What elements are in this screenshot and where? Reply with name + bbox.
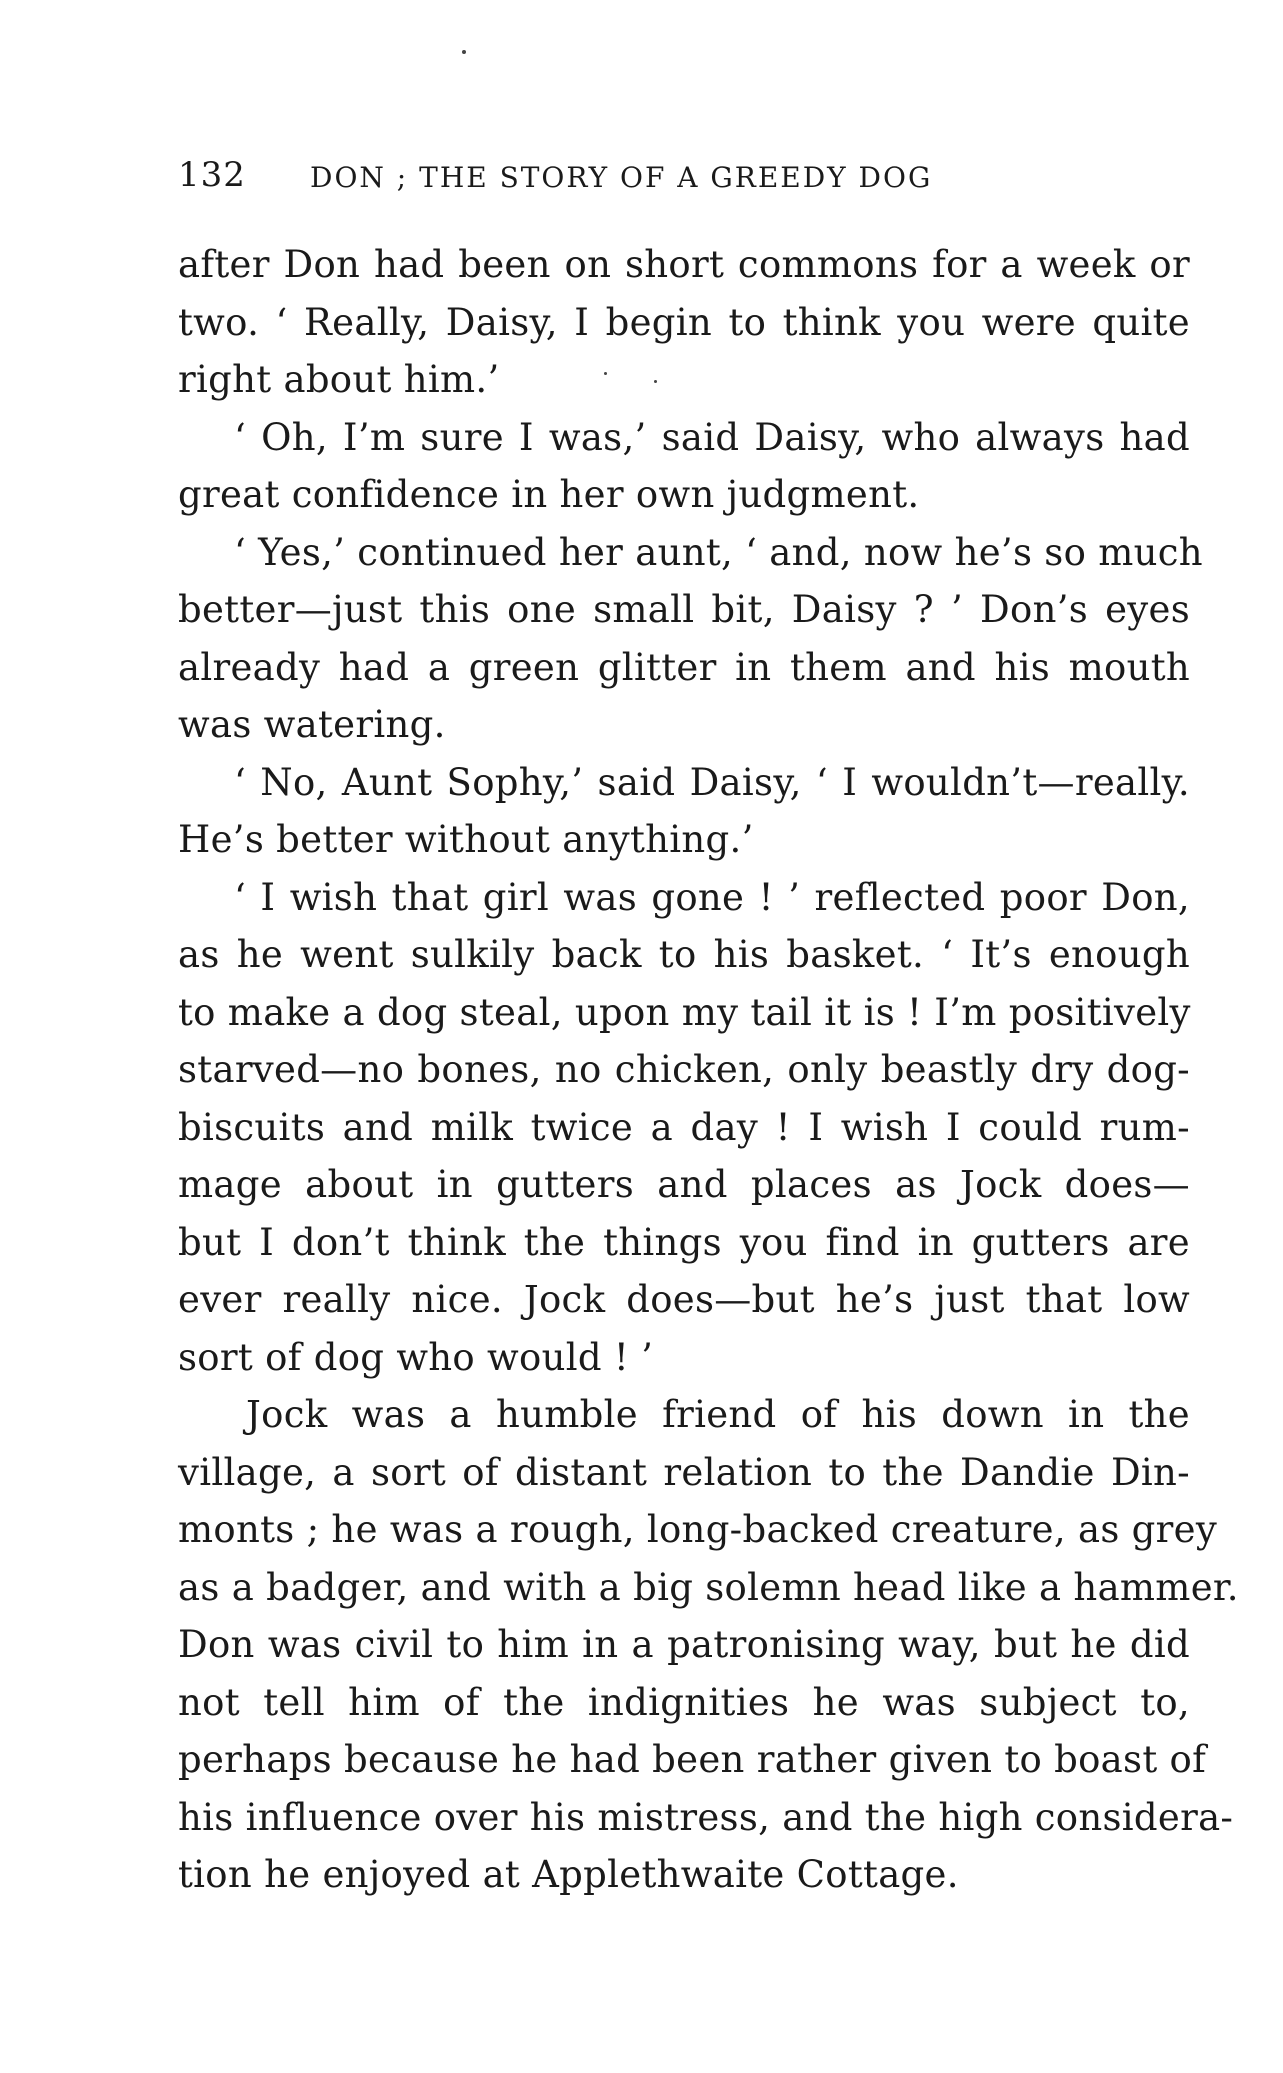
text-line: sort of dog who would ! ’ (178, 1335, 654, 1379)
text-line: monts ; he was a rough, long-backed creature, as grey (178, 1508, 1218, 1551)
text-line: Don was civil to him in a patronising way, but he did (178, 1623, 1190, 1666)
text-line: as a badger, and with a big solemn head like a hammer. (178, 1565, 1239, 1609)
text-line: village, a sort of distant relation to the Dandie Din- (178, 1450, 1190, 1494)
text-line: He’s better without anything.’ (178, 818, 754, 861)
print-speck (462, 50, 466, 54)
text-line: to make a dog steal, upon my tail it is ! I’m positively (178, 990, 1191, 1034)
text-line: ‘ Oh, I’m sure I was,’ said Daisy, who always had (234, 415, 1190, 459)
text-line: biscuits and milk twice a day ! I wish I could rum- (178, 1105, 1190, 1149)
text-line: Jock was a humble friend of his down in the (246, 1393, 1190, 1436)
text-line: ever really nice. Jock does—but he’s just that low (178, 1278, 1190, 1321)
page-number: 132 (178, 155, 246, 195)
text-line: after Don had been on short commons for a week or (178, 243, 1190, 286)
print-speck (654, 380, 657, 383)
text-line: was watering. (178, 703, 446, 746)
print-speck (604, 372, 607, 375)
text-line: ‘ No, Aunt Sophy,’ said Daisy, ‘ I wouldn’t—really. (234, 760, 1190, 804)
text-line: better—just this one small bit, Daisy ? ’ Don’s eyes (178, 588, 1190, 631)
running-head: DON ; THE STORY OF A GREEDY DOG (310, 161, 933, 194)
text-line: as he went sulkily back to his basket. ‘ It’s enough (178, 933, 1190, 976)
text-line: right about him.’ (178, 358, 500, 401)
text-line: tion he enjoyed at Applethwaite Cottage. (178, 1853, 959, 1896)
text-line: ‘ Yes,’ continued her aunt, ‘ and, now he’s so much (234, 530, 1203, 574)
body-text (178, 236, 1239, 1904)
text-line: but I don’t think the things you find in gutters are (178, 1220, 1190, 1264)
text-line: two. ‘ Really, Daisy, I begin to think you were quite (178, 300, 1190, 344)
text-line: ‘ I wish that girl was gone ! ’ reflected poor Don, (234, 875, 1190, 919)
text-line: perhaps because he had been rather given to boast of (178, 1738, 1207, 1781)
text-line: mage about in gutters and places as Jock does— (178, 1163, 1190, 1206)
text-line: not tell him of the indignities he was subject to, (178, 1680, 1190, 1724)
text-line: already had a green glitter in them and his mouth (178, 645, 1190, 689)
text-line: his influence over his mistress, and the high considera- (178, 1795, 1234, 1839)
page-header (178, 155, 1188, 203)
text-line: starved—no bones, no chicken, only beastly dry dog- (178, 1048, 1190, 1091)
text-line: great confidence in her own judgment. (178, 473, 920, 516)
